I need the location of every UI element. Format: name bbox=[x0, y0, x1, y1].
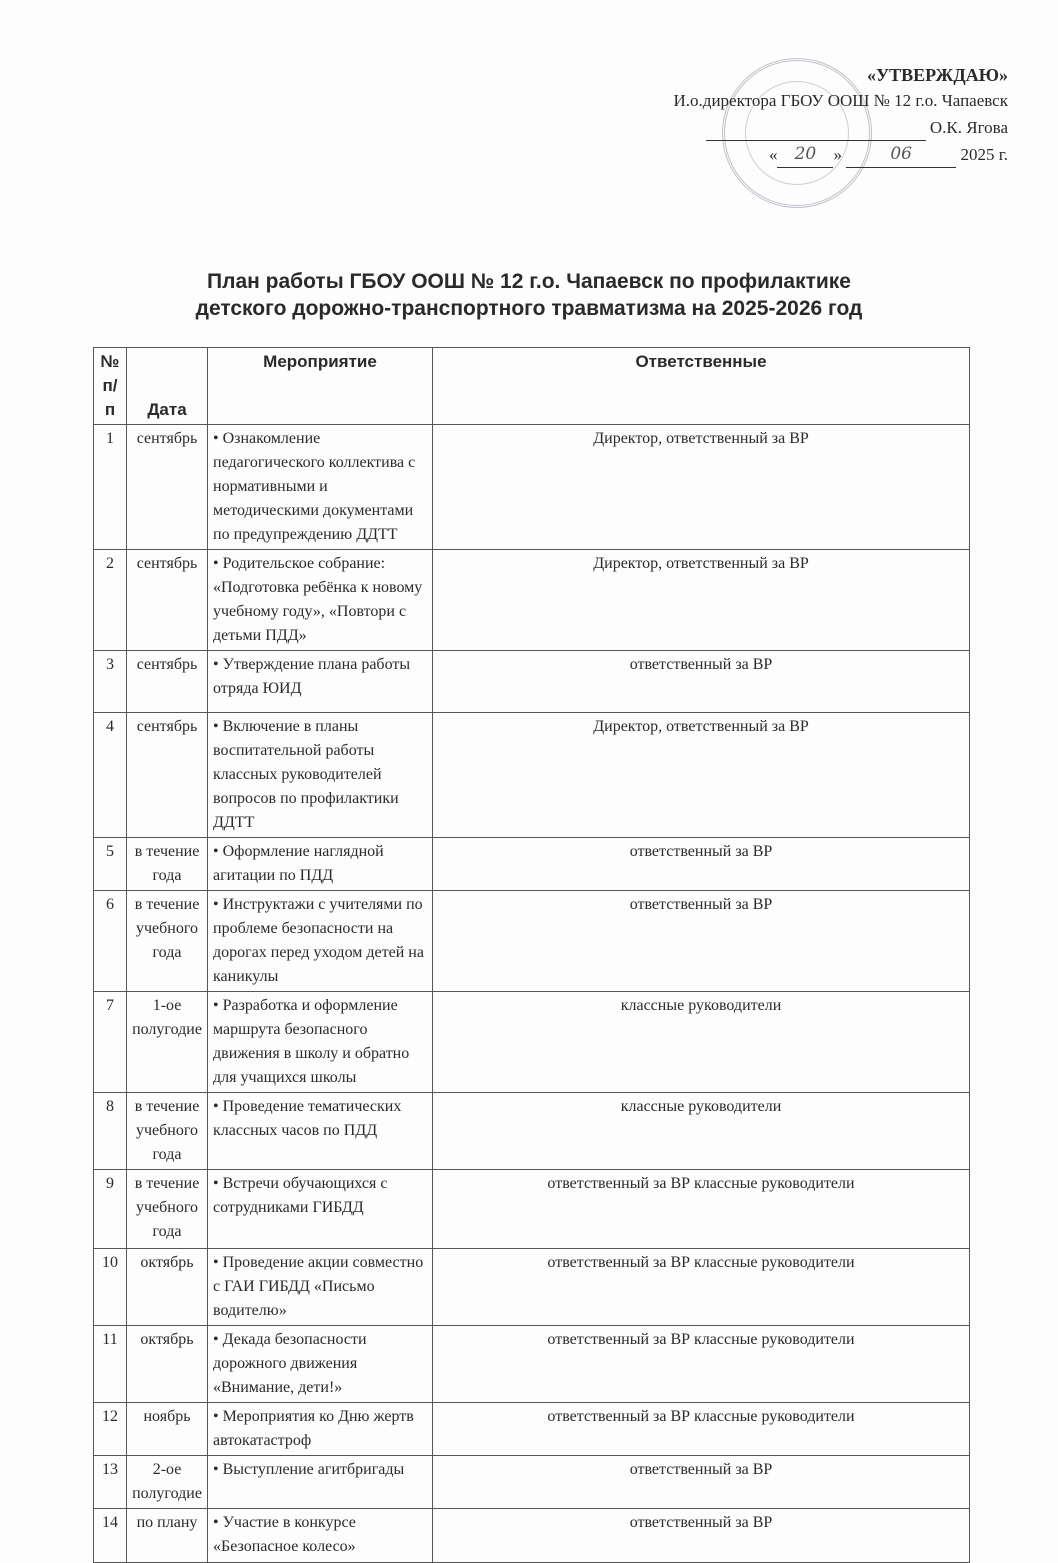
row-responsible: ответственный за ВР bbox=[433, 1456, 970, 1509]
header-responsible: Ответственные bbox=[433, 348, 970, 425]
row-date: сентябрь bbox=[127, 425, 208, 550]
row-responsible: ответственный за ВР классные руководители bbox=[433, 1403, 970, 1456]
row-event: • Разработка и оформление маршрута безопасного движения в школу и обратно для учащихся школы bbox=[208, 992, 433, 1093]
row-date: по плану bbox=[127, 1509, 208, 1563]
table-row bbox=[94, 425, 970, 550]
row-date: 2-ое полугодие bbox=[127, 1456, 208, 1509]
table-row bbox=[94, 1509, 970, 1563]
title-line-2: детского дорожно-транспортного травматизма на 2025-2026 год bbox=[195, 297, 863, 320]
row-date: сентябрь bbox=[127, 713, 208, 838]
row-num: 6 bbox=[94, 891, 127, 992]
row-event: • Встречи обучающихся с сотрудниками ГИБДД bbox=[208, 1170, 433, 1249]
row-date: ноябрь bbox=[127, 1403, 208, 1456]
row-num: 7 bbox=[94, 992, 127, 1093]
row-responsible: Директор, ответственный за ВР bbox=[433, 713, 970, 838]
table-row bbox=[94, 1403, 970, 1456]
table-row bbox=[94, 713, 970, 838]
row-date: в течение учебного года bbox=[127, 891, 208, 992]
row-responsible: классные руководители bbox=[433, 992, 970, 1093]
row-date: в течение учебного года bbox=[127, 1170, 208, 1249]
approval-title: «УТВЕРЖДАЮ» bbox=[866, 65, 1008, 85]
approval-block bbox=[674, 62, 1008, 168]
page-title bbox=[0, 268, 1058, 322]
row-event: • Участие в конкурсе «Безопасное колесо» bbox=[208, 1509, 433, 1563]
table-row bbox=[94, 1093, 970, 1170]
table-row bbox=[94, 1170, 970, 1249]
row-num: 4 bbox=[94, 713, 127, 838]
row-responsible: ответственный за ВР классные руководители bbox=[433, 1249, 970, 1326]
table-row bbox=[94, 651, 970, 713]
title-line-1: План работы ГБОУ ООШ № 12 г.о. Чапаевск по профилактике bbox=[207, 270, 851, 293]
row-responsible: ответственный за ВР классные руководители bbox=[433, 1326, 970, 1403]
row-responsible: Директор, ответственный за ВР bbox=[433, 425, 970, 550]
row-date: 1-ое полугодие bbox=[127, 992, 208, 1093]
row-date: в течение учебного года bbox=[127, 1093, 208, 1170]
approval-date: « 20 » 06 2025 г. bbox=[674, 141, 1008, 168]
row-responsible: ответственный за ВР bbox=[433, 838, 970, 891]
table-row bbox=[94, 1249, 970, 1326]
row-num: 8 bbox=[94, 1093, 127, 1170]
row-responsible: ответственный за ВР bbox=[433, 1509, 970, 1563]
row-event: • Проведение акции совместно с ГАИ ГИБДД «Письмо водителю» bbox=[208, 1249, 433, 1326]
header-num: № п/п bbox=[94, 348, 127, 425]
row-responsible: ответственный за ВР классные руководители bbox=[433, 1170, 970, 1249]
row-event: • Утверждение плана работы отряда ЮИД bbox=[208, 651, 433, 713]
table-row bbox=[94, 992, 970, 1093]
row-event: • Мероприятия ко Дню жертв автокатастроф bbox=[208, 1403, 433, 1456]
table-row bbox=[94, 1326, 970, 1403]
row-date: октябрь bbox=[127, 1249, 208, 1326]
table-row bbox=[94, 1456, 970, 1509]
table-header-row bbox=[94, 348, 970, 425]
row-event: • Декада безопасности дорожного движения «Внимание, дети!» bbox=[208, 1326, 433, 1403]
row-date: сентябрь bbox=[127, 550, 208, 651]
row-event: • Оформление наглядной агитации по ПДД bbox=[208, 838, 433, 891]
approval-year: 2025 г. bbox=[960, 145, 1008, 164]
row-num: 14 bbox=[94, 1509, 127, 1563]
approval-signature-line bbox=[674, 114, 1008, 141]
row-responsible: ответственный за ВР bbox=[433, 651, 970, 713]
row-num: 9 bbox=[94, 1170, 127, 1249]
row-num: 10 bbox=[94, 1249, 127, 1326]
row-responsible: ответственный за ВР bbox=[433, 891, 970, 992]
table-row bbox=[94, 838, 970, 891]
row-event: • Включение в планы воспитательной работы классных руководителей вопросов по профилактики ДДТТ bbox=[208, 713, 433, 838]
row-date: октябрь bbox=[127, 1326, 208, 1403]
row-num: 1 bbox=[94, 425, 127, 550]
row-event: • Ознакомление педагогического коллектива с нормативными и методическими документами по предупреждению ДДТТ bbox=[208, 425, 433, 550]
row-num: 3 bbox=[94, 651, 127, 713]
row-num: 13 bbox=[94, 1456, 127, 1509]
approval-day: 20 bbox=[777, 141, 833, 168]
table-row bbox=[94, 550, 970, 651]
row-num: 2 bbox=[94, 550, 127, 651]
row-responsible: классные руководители bbox=[433, 1093, 970, 1170]
row-responsible: Директор, ответственный за ВР bbox=[433, 550, 970, 651]
row-date: в течение года bbox=[127, 838, 208, 891]
row-event: • Проведение тематических классных часов по ПДД bbox=[208, 1093, 433, 1170]
row-num: 5 bbox=[94, 838, 127, 891]
row-date: сентябрь bbox=[127, 651, 208, 713]
row-num: 12 bbox=[94, 1403, 127, 1456]
row-event: • Инструктажи с учителями по проблеме безопасности на дорогах перед уходом детей на каникулы bbox=[208, 891, 433, 992]
approval-month: 06 bbox=[846, 141, 956, 168]
header-event: Мероприятие bbox=[208, 348, 433, 425]
row-event: • Родительское собрание: «Подготовка ребёнка к новому учебному году», «Повтори с детьми ПДД» bbox=[208, 550, 433, 651]
row-num: 11 bbox=[94, 1326, 127, 1403]
signature bbox=[706, 114, 926, 141]
approval-position: И.о.директора ГБОУ ООШ № 12 г.о. Чапаевск bbox=[673, 91, 1008, 110]
plan-table bbox=[93, 347, 970, 1563]
row-event: • Выступление агитбригады bbox=[208, 1456, 433, 1509]
approval-name: О.К. Ягова bbox=[929, 118, 1008, 137]
header-date: Дата bbox=[127, 348, 208, 425]
table-row bbox=[94, 891, 970, 992]
